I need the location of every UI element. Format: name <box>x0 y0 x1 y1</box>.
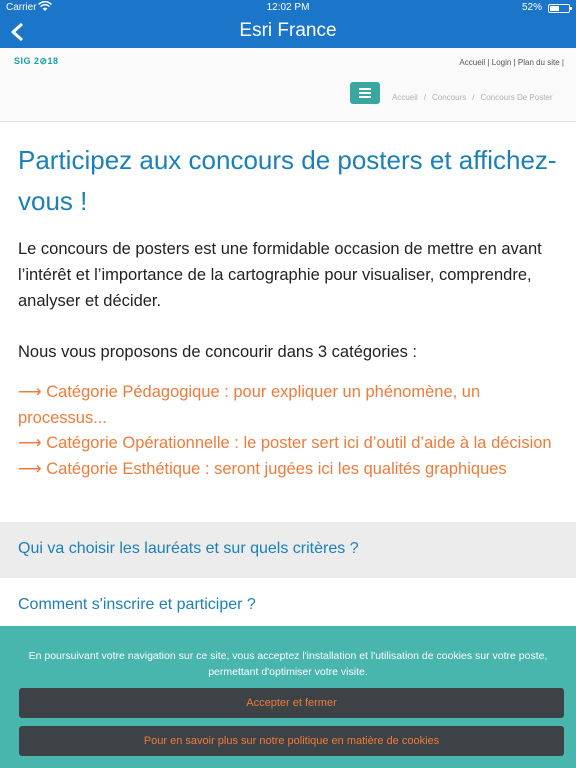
cookie-message: En poursuivant votre navigation sur ce site, vous acceptez l'installation et l'utilisation de cookies sur votre poste, permettant d'optimiser votre visite. <box>28 650 548 678</box>
cookie-policy-button[interactable]: Pour en savoir plus sur notre politique en matière de cookies <box>19 726 564 756</box>
carrier-label: Carrier <box>6 2 37 13</box>
accept-cookies-button[interactable]: Accepter et fermer <box>19 688 564 718</box>
top-link-accueil[interactable]: Accueil <box>459 58 486 67</box>
breadcrumb-concours[interactable]: Concours <box>432 93 467 102</box>
page-title: Participez aux concours de posters et affichez-vous ! <box>18 145 557 216</box>
accordion-label: Qui va choisir les lauréats et sur quels critères ? <box>18 540 359 557</box>
categories-lead: Nous vous proposons de concourir dans 3 catégories : <box>18 343 417 361</box>
breadcrumb-accueil[interactable]: Accueil <box>392 93 418 102</box>
intro-paragraph: Le concours de posters est une formidable occasion de mettre en avant l’intérêt et l’importance de la cartographie pour visualiser, comprendre, analyser et décider. <box>18 240 542 310</box>
nav-title: Esri France <box>239 20 337 41</box>
cookie-banner <box>0 626 576 768</box>
top-link-login[interactable]: Login <box>491 58 512 67</box>
status-bar <box>0 0 576 16</box>
nav-bar <box>0 16 576 48</box>
hamburger-icon <box>359 88 371 90</box>
category-item-esthetique[interactable]: ⟶ Catégorie Esthétique : seront jugées ici les qualités graphiques <box>18 459 507 478</box>
battery-percentage: 52% <box>521 2 542 13</box>
clock: 12:02 PM <box>266 2 310 13</box>
site-header <box>0 48 576 122</box>
breadcrumb-current: Concours De Poster <box>480 93 553 102</box>
battery-fill <box>550 6 559 11</box>
hamburger-icon <box>359 92 371 94</box>
hamburger-icon <box>359 96 371 98</box>
breadcrumb-separator: / <box>423 93 427 102</box>
top-link-separator: | <box>487 58 492 67</box>
battery-icon <box>548 4 570 13</box>
breadcrumb-separator: / <box>472 93 475 102</box>
accordion-item-laureats[interactable] <box>0 522 576 578</box>
top-link-plan-du-site[interactable]: Plan du site <box>517 58 560 67</box>
top-link-separator: | <box>561 58 564 67</box>
hamburger-menu-button[interactable] <box>350 82 380 104</box>
breadcrumb <box>392 93 553 102</box>
category-item-pedagogique[interactable]: ⟶ Catégorie Pédagogique : pour expliquer un phénomène, un processus... <box>18 383 481 427</box>
category-list <box>18 380 558 482</box>
top-links <box>459 58 564 67</box>
category-item-operationnelle[interactable]: ⟶ Catégorie Opérationnelle : le poster sert ici d’outil d’aide à la décision <box>18 434 552 452</box>
site-logo[interactable]: SIG 2⊘18 <box>14 56 59 66</box>
top-link-separator: | <box>513 58 518 67</box>
accordion-label: Comment s'inscrire et participer ? <box>18 596 256 613</box>
